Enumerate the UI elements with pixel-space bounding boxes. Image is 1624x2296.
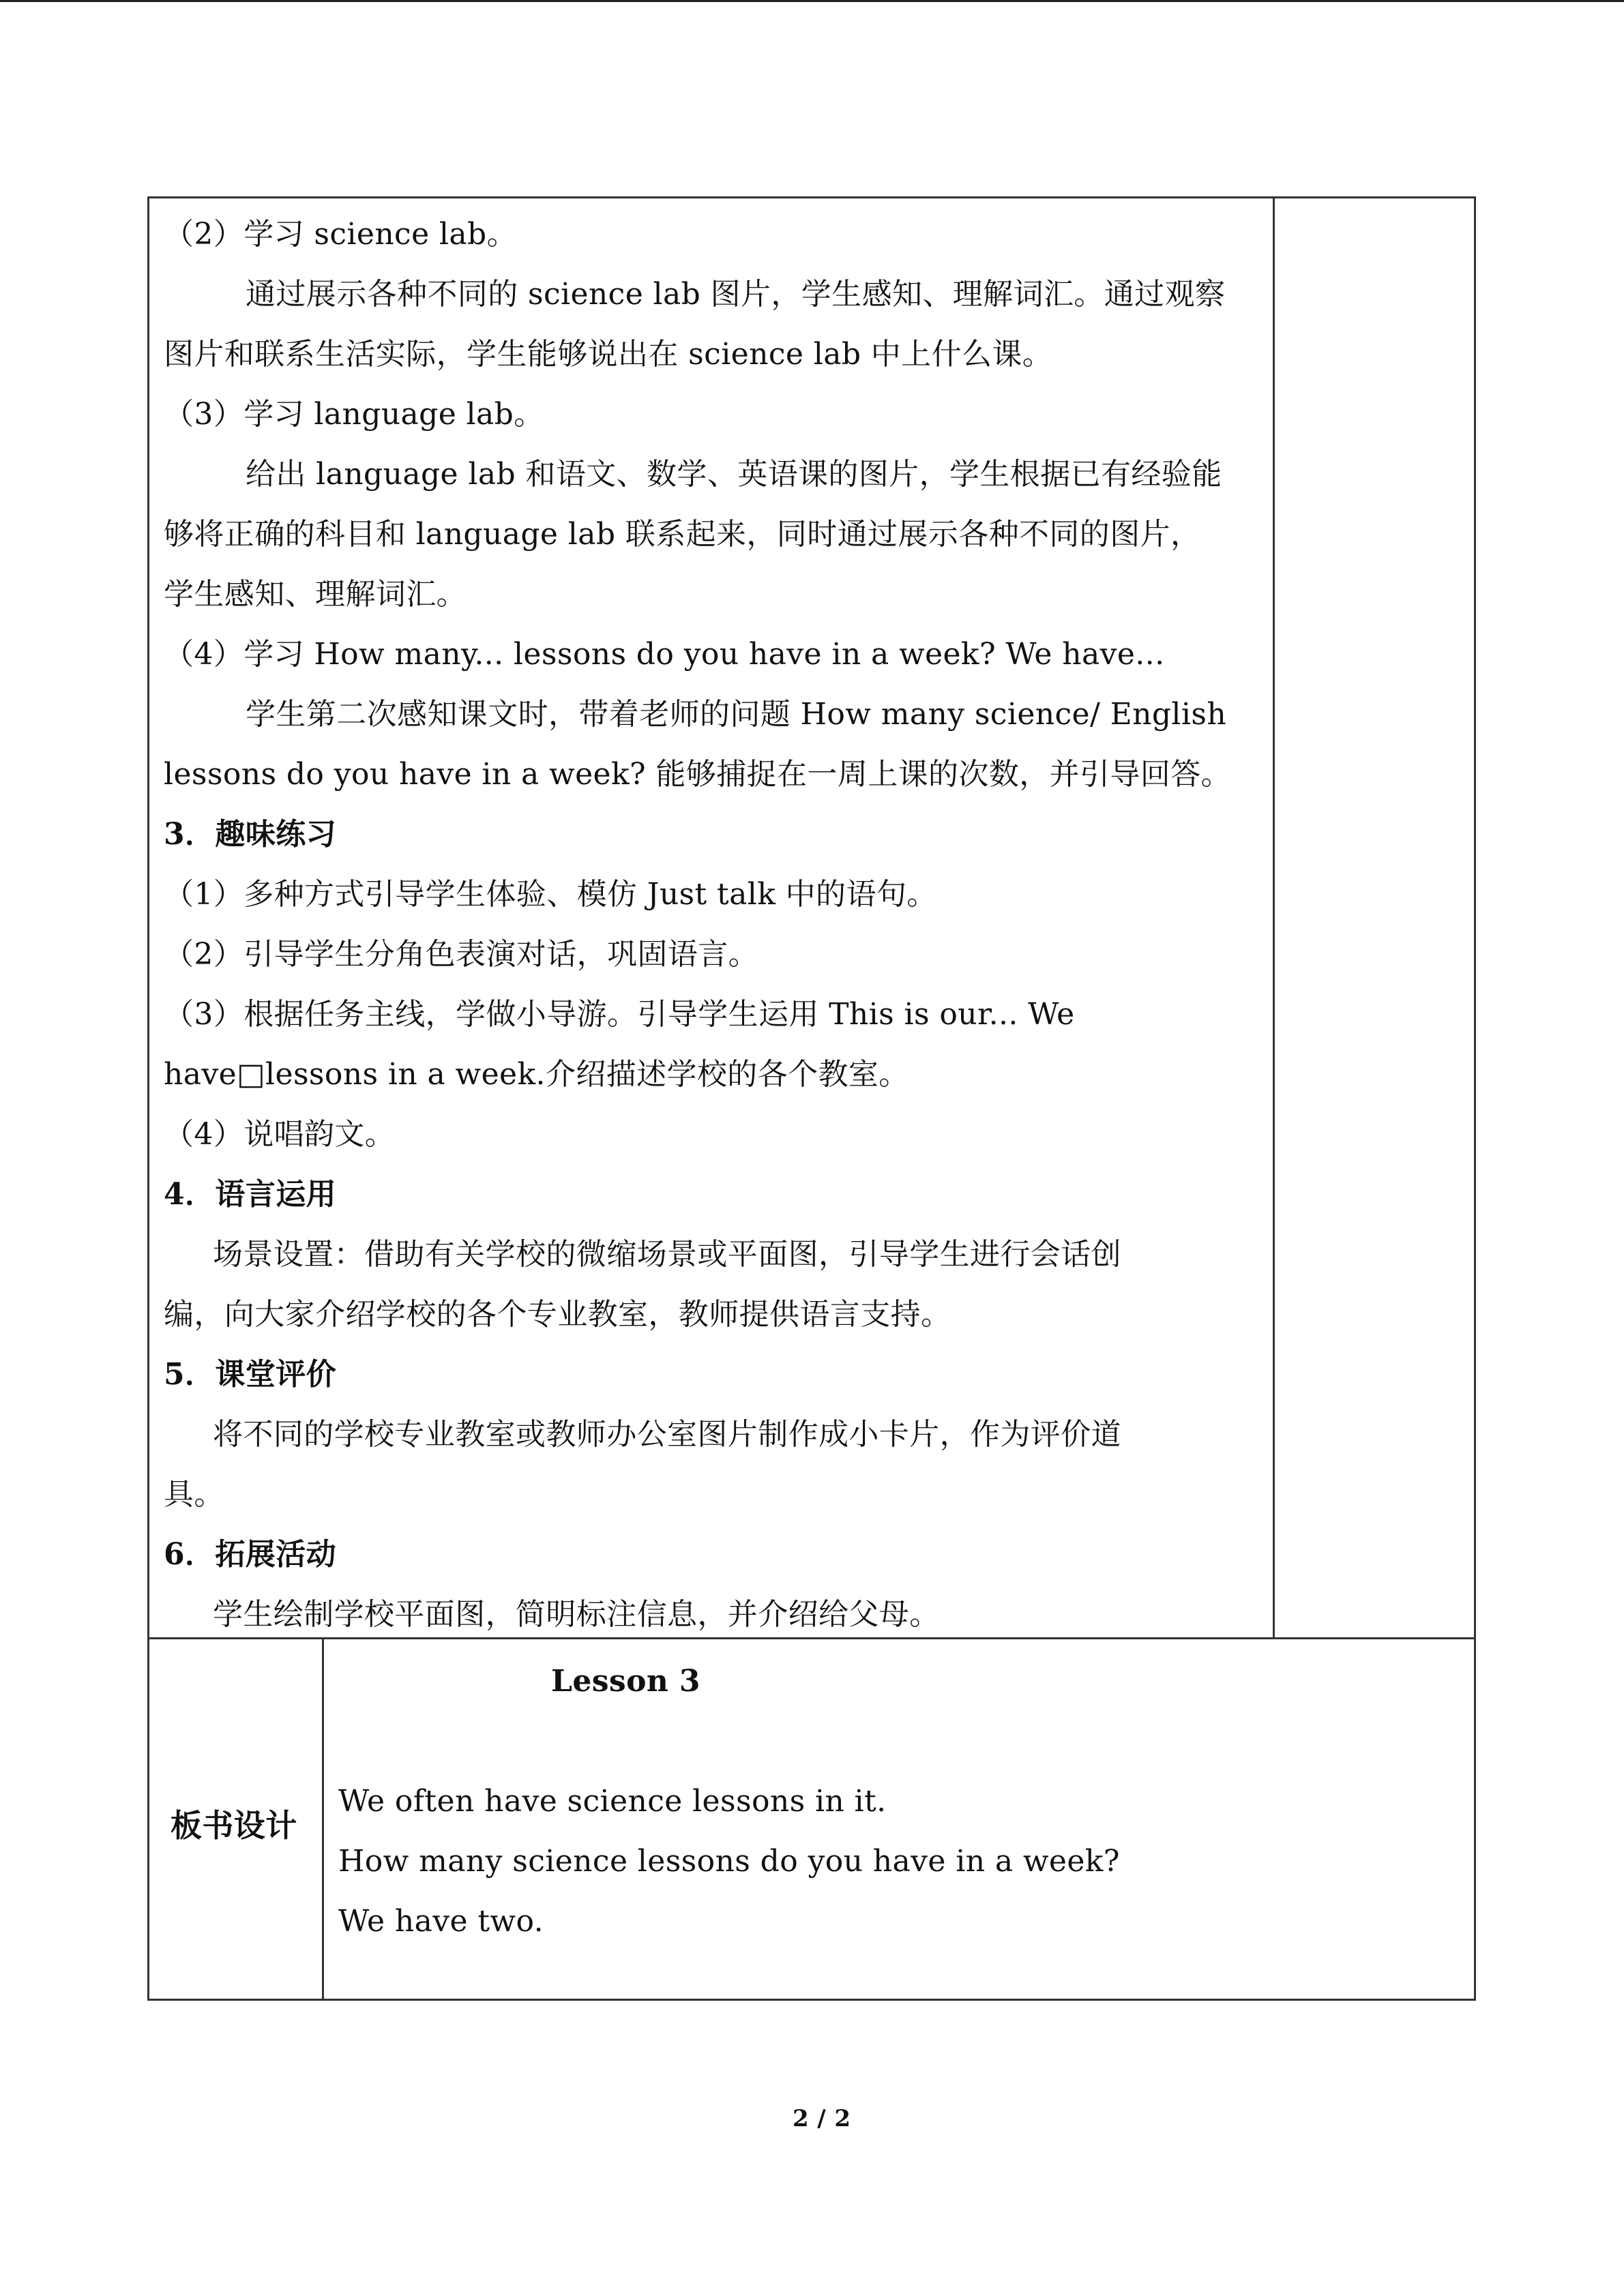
content-line: 图片和联系生活实际，学生能够说出在 science lab 中上什么课。 — [164, 337, 1053, 372]
content-line: （2）引导学生分角色表演对话，巩固语言。 — [164, 937, 758, 972]
content-line: （4）说唱韵文。 — [164, 1117, 396, 1152]
content-line: 场景设置：借助有关学校的微缩场景或平面图，引导学生进行会话创 — [213, 1237, 1121, 1272]
content-line: （4）学习 How many... lessons do you have in a week? We have... — [164, 637, 1165, 672]
notes-column-divider — [1273, 196, 1275, 1639]
board-lesson-title: Lesson 3 — [551, 1664, 700, 1699]
section-heading: 6．拓展活动 — [164, 1537, 337, 1572]
board-label-divider — [322, 1637, 324, 2001]
content-line: 够将正确的科目和 language lab 联系起来，同时通过展示各种不同的图片， — [164, 517, 1201, 552]
content-line: 通过展示各种不同的 science lab 图片，学生感知、理解词汇。通过观察 — [246, 277, 1226, 312]
section-heading: 5．课堂评价 — [164, 1357, 337, 1392]
content-line: （2）学习 science lab。 — [164, 217, 517, 252]
board-line: We often have science lessons in it. — [338, 1784, 887, 1819]
content-line: 编，向大家介绍学校的各个专业教室，教师提供语言支持。 — [164, 1297, 951, 1332]
content-line: （3）学习 language lab。 — [164, 397, 544, 432]
content-line: 学生感知、理解词汇。 — [164, 577, 467, 612]
content-line: 将不同的学校专业教室或教师办公室图片制作成小卡片，作为评价道 — [213, 1417, 1121, 1452]
content-line: （3）根据任务主线，学做小导游。引导学生运用 This is our... We — [164, 997, 1075, 1032]
page-top-border — [0, 0, 1624, 2]
board-line: How many science lessons do you have in a week? — [338, 1844, 1120, 1879]
content-line: （1）多种方式引导学生体验、模仿 Just talk 中的语句。 — [164, 877, 937, 912]
board-line: We have two. — [338, 1904, 544, 1939]
content-line: 学生第二次感知课文时，带着老师的问题 How many science/ English — [246, 697, 1227, 732]
page-number: 2 / 2 — [793, 2105, 851, 2132]
content-line: lessons do you have in a week? 能够捕捉在一周上课的次数，并引导回答。 — [164, 757, 1232, 792]
board-row-divider — [147, 1637, 1476, 1639]
content-line: 给出 language lab 和语文、数学、英语课的图片，学生根据已有经验能 — [246, 457, 1222, 492]
section-heading: 3．趣味练习 — [164, 817, 337, 852]
board-design-label: 板书设计 — [171, 1807, 297, 1844]
section-heading: 4．语言运用 — [164, 1177, 337, 1212]
content-line: 学生绘制学校平面图，简明标注信息，并介绍给父母。 — [213, 1597, 940, 1632]
content-line: have□lessons in a week.介绍描述学校的各个教室。 — [164, 1057, 909, 1092]
content-line: 具。 — [164, 1477, 224, 1512]
